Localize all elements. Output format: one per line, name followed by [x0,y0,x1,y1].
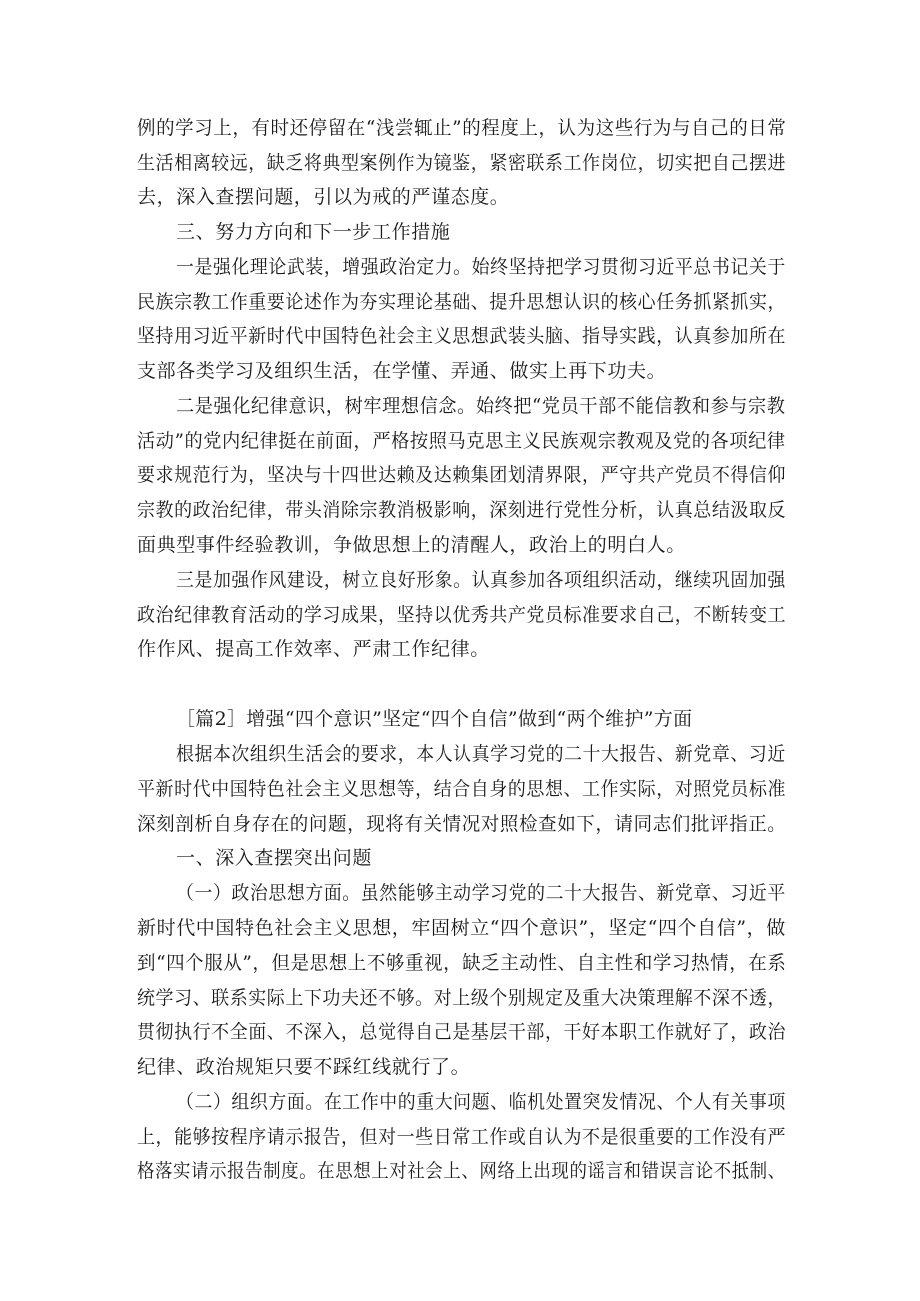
paragraph-line: 三是加强作风建设，树立良好形象。认真参加各项组织活动，继续巩固加强 [176,569,786,591]
paragraph-line: 新时代中国特色社会主义思想，牢固树立“四个意识”，坚定“四个自信”，做 [137,917,786,939]
paragraph-line: 平新时代中国特色社会主义思想等，结合自身的思想、工作实际，对照党员标准 [137,778,787,800]
paragraph-line: 纪律、政治规矩只要不踩红线就行了。 [137,1056,471,1078]
paragraph-line: 二是强化纪律意识，树牢理想信念。始终把“党员干部不能信教和参与宗教 [176,395,786,417]
paragraph-line: 一是强化理论武装，增强政治定力。始终坚持把学习贯彻习近平总书记关于 [176,256,786,278]
paragraph-line: 深刻剖析自身存在的问题，现将有关情况对照检查如下，请同志们批评指正。 [137,813,787,835]
paragraph-line: 统学习、联系实际上下功夫还不够。对上级个别规定及重大决策理解不深不透， [137,987,787,1009]
paragraph-line: 生活相离较远，缺乏将典型案例作为镜鉴，紧密联系工作岗位，切实把自己摆进 [137,152,787,174]
paragraph-line: 支部各类学习及组织生活，在学懂、弄通、做实上再下功夫。 [137,360,667,382]
article-title: ［篇2］增强“四个意识”坚定“四个自信”做到“两个维护”方面 [176,708,693,730]
paragraph-line: 政治纪律教育活动的学习成果，坚持以优秀共产党员标准要求自己，不断转变工 [137,604,787,626]
paragraph-line: （一）政治思想方面。虽然能够主动学习党的二十大报告、新党章、习近平 [176,882,786,904]
paragraph-line: 到“四个服从”，但是思想上不够重视，缺乏主动性、自主性和学习热情，在系 [137,952,787,974]
paragraph-line: 民族宗教工作重要论述作为夯实理论基础、提升思想认识的核心任务抓紧抓实， [137,291,787,313]
section-heading: 一、深入查摆突出问题 [176,847,373,869]
paragraph-line: 根据本次组织生活会的要求，本人认真学习党的二十大报告、新党章、习近 [176,743,786,765]
paragraph-line: 例的学习上，有时还停留在“浅尝辄止”的程度上，认为这些行为与自己的日常 [137,117,787,139]
paragraph-line: 宗教的政治纪律，带头消除宗教消极影响，深刻进行党性分析，认真总结汲取反 [137,499,787,521]
paragraph-line: 上，能够按程序请示报告，但对一些日常工作或自认为不是很重要的工作没有严 [137,1126,787,1148]
paragraph-line: 面典型事件经验教训，争做思想上的清醒人，政治上的明白人。 [137,534,686,556]
paragraph-line: 要求规范行为，坚决与十四世达赖及达赖集团划清界限，严守共产党员不得信仰 [137,464,787,486]
paragraph-line: （二）组织方面。在工作中的重大问题、临机处置突发情况、个人有关事项 [176,1091,786,1113]
paragraph-line: 去，深入查摆问题，引以为戒的严谨态度。 [137,186,510,208]
section-heading: 三、努力方向和下一步工作措施 [176,221,451,243]
paragraph-line: 格落实请示报告制度。在思想上对社会上、网络上出现的谣言和错误言论不抵制、 [137,1160,786,1182]
paragraph-line: 活动”的党内纪律挺在前面，严格按照马克思主义民族观宗教观及党的各项纪律 [137,430,786,452]
paragraph-line: 贯彻执行不全面、不深入，总觉得自己是基层干部，干好本职工作就好了，政治 [137,1021,787,1043]
paragraph-line: 坚持用习近平新时代中国特色社会主义思想武装头脑、指导实践，认真参加所在 [137,325,787,347]
paragraph-line: 作作风、提高工作效率、严肃工作纪律。 [137,638,490,660]
